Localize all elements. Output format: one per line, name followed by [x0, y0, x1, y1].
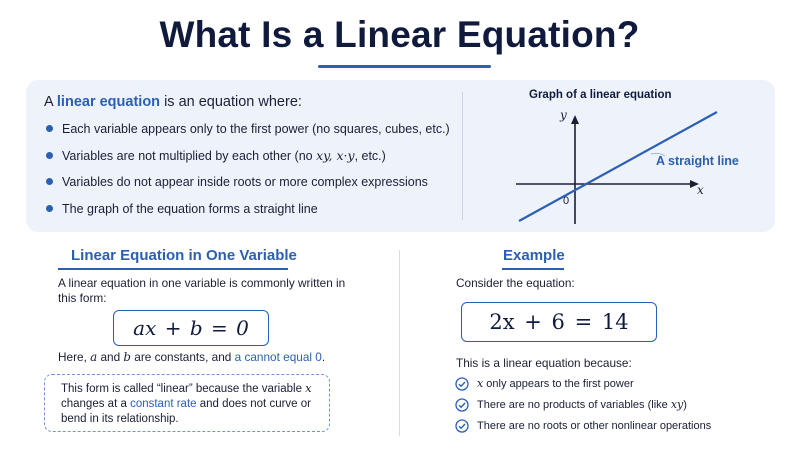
note-mid: and: [97, 350, 124, 364]
intro-prefix: A: [44, 94, 57, 110]
bullet-text: The graph of the equation forms a straight line: [62, 201, 318, 216]
graph-title: Graph of a linear equation: [529, 89, 672, 101]
bullet-dot-icon: [46, 152, 53, 159]
box-var-x: x: [305, 381, 312, 395]
linear-equation-highlight: linear equation: [56, 94, 161, 110]
panel-divider: [462, 92, 463, 220]
bullet-text: Variables are not multiplied by each other (no: [62, 148, 317, 163]
bullet-text-after: , etc.): [354, 148, 386, 163]
reasons-list: [455, 376, 711, 439]
page-title: What Is a Linear Equation?: [159, 14, 640, 55]
reason-text: There are no products of variables (like: [477, 399, 671, 411]
y-axis-label: y: [560, 108, 567, 122]
bullet-dot-icon: [46, 125, 53, 132]
consider-text: Consider the equation:: [456, 276, 575, 290]
definition-bullets: [44, 121, 450, 227]
intro-suffix: is an equation where:: [160, 94, 302, 110]
reason-text-after: ): [683, 399, 687, 411]
y-axis-arrow-icon: [571, 115, 579, 124]
check-circle-icon: [455, 419, 469, 433]
bullet-item: [44, 201, 450, 228]
box-text-1: This form is called “linear” because the variable: [61, 383, 306, 395]
bullet-dot-icon: [46, 205, 53, 212]
linear-explanation-box: [44, 374, 330, 432]
x-axis-label: x: [697, 183, 704, 197]
check-circle-icon: [455, 377, 469, 391]
example-equation: 2x + 6 = 14: [461, 302, 657, 342]
title-underline: [318, 65, 491, 68]
var-a: a: [90, 350, 98, 364]
reason-math: xy: [670, 398, 684, 411]
a-not-zero-highlight: a cannot equal 0: [234, 350, 322, 364]
reason-text: only appears to the first power: [483, 378, 634, 390]
one-variable-underline: [58, 268, 288, 270]
check-circle-icon: [455, 398, 469, 412]
definition-intro: [44, 94, 302, 110]
example-underline: [502, 268, 564, 270]
one-variable-description: A linear equation in one variable is commonly written in this form:: [58, 276, 346, 305]
bullet-item: [44, 121, 450, 148]
origin-label: 0: [563, 195, 570, 207]
one-variable-heading: Linear Equation in One Variable: [71, 247, 297, 264]
bullet-text: Variables do not appear inside roots or more complex expressions: [62, 175, 428, 189]
box-text-2: changes at a: [61, 398, 131, 410]
reason-text: There are no roots or other nonlinear operations: [477, 420, 712, 432]
reason-item: [455, 418, 711, 439]
example-heading: Example: [503, 247, 565, 264]
bullet-item: [44, 148, 450, 175]
general-form-formula: ax + b = 0: [113, 310, 269, 346]
bullet-item: [44, 174, 450, 201]
box-text-3: and does not curve or bend in its relationship.: [61, 398, 311, 425]
constants-note: [58, 350, 325, 364]
var-b: b: [123, 350, 131, 364]
note-prefix: Here,: [58, 350, 91, 364]
reason-item: [455, 376, 711, 397]
reason-item: [455, 397, 711, 418]
bullet-math: xy, x·y: [316, 147, 355, 163]
bullet-text: Each variable appears only to the first power (no squares, cubes, etc.): [62, 122, 450, 136]
note-suffix: .: [321, 350, 326, 364]
constant-rate-highlight: constant rate: [130, 398, 197, 410]
definition-panel: [26, 80, 775, 232]
note-mid2: are constants, and: [130, 350, 235, 364]
straight-line-label: A straight line: [656, 154, 739, 168]
because-text: This is a linear equation because:: [456, 356, 632, 370]
reason-math: x: [477, 377, 484, 390]
bullet-dot-icon: [46, 178, 53, 185]
column-divider: [399, 250, 400, 436]
